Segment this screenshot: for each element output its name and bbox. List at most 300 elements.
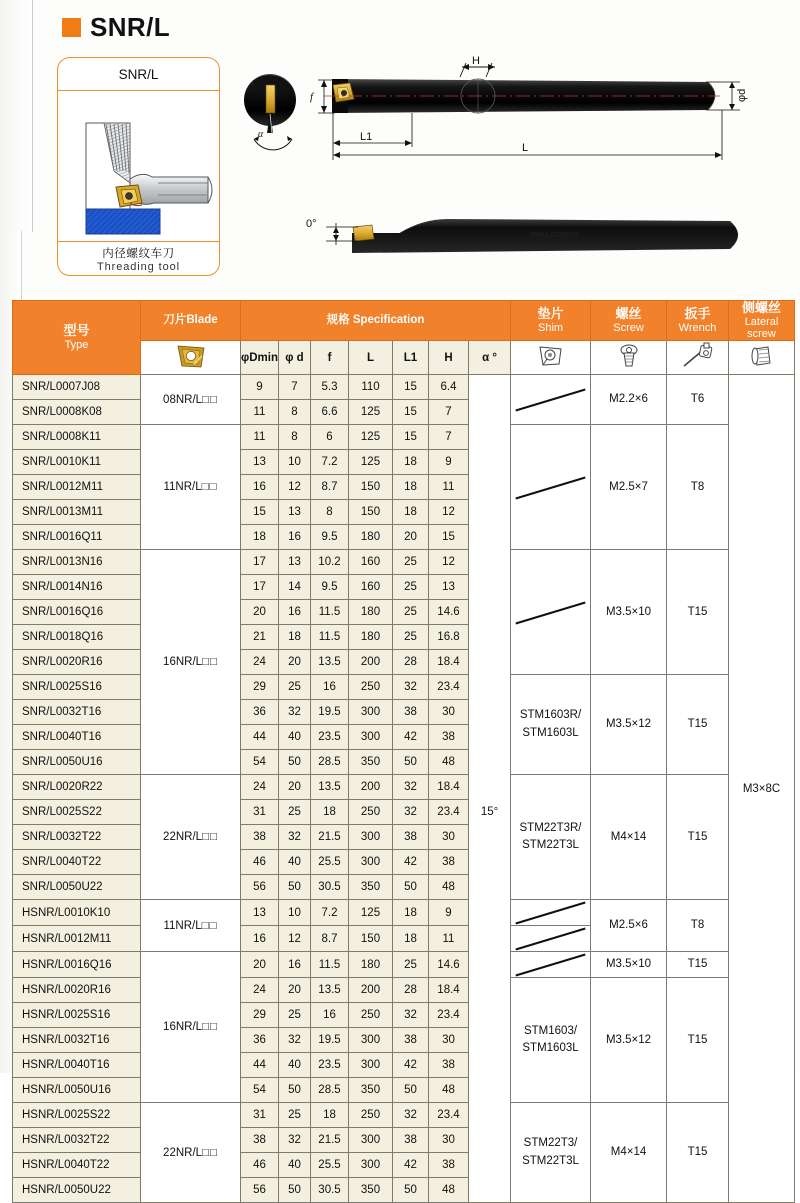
cell-dmin: 15 xyxy=(241,500,279,525)
header-col-0: φDmin xyxy=(241,341,279,375)
header-lateral-screw: 侧螺丝 Lateral screw xyxy=(729,301,795,341)
cell-f: 21.5 xyxy=(311,1128,349,1153)
cell-dmin: 29 xyxy=(241,675,279,700)
cell-d: 18 xyxy=(279,625,311,650)
cell-screw: M3.5×12 xyxy=(591,978,667,1103)
cell-L1: 42 xyxy=(393,1153,429,1178)
cell-d: 12 xyxy=(279,926,311,952)
screw-icon xyxy=(591,341,667,375)
cell-H: 48 xyxy=(429,875,469,900)
cell-f: 5.3 xyxy=(311,375,349,400)
cell-d: 8 xyxy=(279,425,311,450)
shim-icon xyxy=(511,341,591,375)
cell-H: 48 xyxy=(429,750,469,775)
cell-wrench: T8 xyxy=(667,425,729,550)
cell-type: SNR/L0020R16 xyxy=(13,650,141,675)
cell-type: SNR/L0016Q16 xyxy=(13,600,141,625)
cell-d: 50 xyxy=(279,875,311,900)
cell-d: 40 xyxy=(279,1153,311,1178)
cell-d: 40 xyxy=(279,1053,311,1078)
table-row xyxy=(13,425,795,450)
cell-type: SNR/L0008K11 xyxy=(13,425,141,450)
cell-dmin: 29 xyxy=(241,1003,279,1028)
cell-dmin: 38 xyxy=(241,1128,279,1153)
cell-dmin: 20 xyxy=(241,952,279,978)
cell-shim xyxy=(511,425,591,550)
header-col-2: f xyxy=(311,341,349,375)
cell-wrench: T15 xyxy=(667,675,729,775)
cell-H: 11 xyxy=(429,926,469,952)
cell-L1: 25 xyxy=(393,600,429,625)
header-col-1: φ d xyxy=(279,341,311,375)
cell-H: 30 xyxy=(429,1028,469,1053)
cell-L: 180 xyxy=(349,625,393,650)
cell-type: HSNR/L0050U16 xyxy=(13,1078,141,1103)
header-type: 型号 Type xyxy=(13,301,141,375)
cell-L1: 50 xyxy=(393,1078,429,1103)
cell-dmin: 21 xyxy=(241,625,279,650)
cell-f: 13.5 xyxy=(311,978,349,1003)
cell-H: 6.4 xyxy=(429,375,469,400)
cell-L1: 38 xyxy=(393,700,429,725)
label-f: f xyxy=(310,91,314,103)
not-applicable-slash xyxy=(511,600,590,625)
not-applicable-slash xyxy=(511,926,590,951)
cell-d: 14 xyxy=(279,575,311,600)
cell-H: 7 xyxy=(429,425,469,450)
cell-L: 250 xyxy=(349,675,393,700)
cell-L: 160 xyxy=(349,550,393,575)
page-title xyxy=(62,14,170,40)
cell-H: 23.4 xyxy=(429,800,469,825)
cell-f: 11.5 xyxy=(311,600,349,625)
cell-dmin: 54 xyxy=(241,750,279,775)
cell-f: 9.5 xyxy=(311,525,349,550)
cell-f: 13.5 xyxy=(311,775,349,800)
table-row xyxy=(13,550,795,575)
cell-dmin: 24 xyxy=(241,650,279,675)
cell-d: 32 xyxy=(279,700,311,725)
cell-H: 7 xyxy=(429,400,469,425)
cell-blade: 22NR/L□□ xyxy=(141,775,241,900)
table-header-group-row xyxy=(13,301,795,341)
cell-H: 23.4 xyxy=(429,1103,469,1128)
cell-H: 18.4 xyxy=(429,650,469,675)
cell-dmin: 46 xyxy=(241,850,279,875)
cell-f: 30.5 xyxy=(311,875,349,900)
cell-dmin: 31 xyxy=(241,800,279,825)
cell-d: 32 xyxy=(279,825,311,850)
cell-f: 8.7 xyxy=(311,926,349,952)
cell-L1: 25 xyxy=(393,550,429,575)
cell-d: 10 xyxy=(279,450,311,475)
cell-L: 180 xyxy=(349,952,393,978)
cell-L: 250 xyxy=(349,1003,393,1028)
cell-f: 8.7 xyxy=(311,475,349,500)
cell-L: 125 xyxy=(349,400,393,425)
cell-type: SNR/L0012M11 xyxy=(13,475,141,500)
header-specification: 规格 Specification xyxy=(241,301,511,341)
table-row xyxy=(13,675,795,700)
not-applicable-slash xyxy=(511,952,590,977)
cell-L: 250 xyxy=(349,800,393,825)
cell-wrench: T8 xyxy=(667,900,729,952)
cell-f: 23.5 xyxy=(311,1053,349,1078)
cell-f: 7.2 xyxy=(311,900,349,926)
cell-H: 23.4 xyxy=(429,675,469,700)
cell-L1: 15 xyxy=(393,375,429,400)
cell-H: 38 xyxy=(429,725,469,750)
cell-blade: 22NR/L□□ xyxy=(141,1103,241,1203)
cell-L: 350 xyxy=(349,875,393,900)
cell-H: 30 xyxy=(429,700,469,725)
header-blade: 刀片Blade xyxy=(141,301,241,341)
cell-L: 125 xyxy=(349,900,393,926)
svg-text:°: ° xyxy=(271,125,274,131)
cell-L1: 32 xyxy=(393,800,429,825)
cell-d: 50 xyxy=(279,750,311,775)
cell-H: 16.8 xyxy=(429,625,469,650)
caption-cn: 内径螺纹车刀 xyxy=(102,247,175,260)
cell-d: 25 xyxy=(279,800,311,825)
cell-d: 10 xyxy=(279,900,311,926)
cell-type: HSNR/L0025S22 xyxy=(13,1103,141,1128)
cell-shim: STM22T3/ STM22T3L xyxy=(511,1103,591,1203)
cell-L1: 32 xyxy=(393,775,429,800)
cell-L: 200 xyxy=(349,650,393,675)
cell-type: HSNR/L0040T22 xyxy=(13,1153,141,1178)
cell-dmin: 16 xyxy=(241,475,279,500)
cell-L: 350 xyxy=(349,1078,393,1103)
cell-dmin: 38 xyxy=(241,825,279,850)
table-row xyxy=(13,978,795,1003)
header-col-5: H xyxy=(429,341,469,375)
cell-L1: 18 xyxy=(393,900,429,926)
cell-L1: 18 xyxy=(393,500,429,525)
label-zero-deg: 0° xyxy=(306,218,317,230)
cell-L: 150 xyxy=(349,926,393,952)
title-square-icon xyxy=(62,18,81,37)
dim-L1 xyxy=(333,113,412,151)
cell-L1: 28 xyxy=(393,978,429,1003)
cell-d: 25 xyxy=(279,1103,311,1128)
table-row xyxy=(13,1103,795,1128)
product-card-illustration xyxy=(58,91,219,241)
cell-L1: 42 xyxy=(393,850,429,875)
cell-dmin: 54 xyxy=(241,1078,279,1103)
cell-lateral-screw: M3×8C xyxy=(729,375,795,1203)
cell-d: 12 xyxy=(279,475,311,500)
cell-L: 350 xyxy=(349,750,393,775)
cell-d: 20 xyxy=(279,650,311,675)
cell-L1: 32 xyxy=(393,675,429,700)
cell-type: SNR/L0010K11 xyxy=(13,450,141,475)
cell-L: 125 xyxy=(349,425,393,450)
table-body xyxy=(13,375,795,1203)
label-L1: L1 xyxy=(360,131,373,143)
cell-d: 16 xyxy=(279,525,311,550)
cell-dmin: 56 xyxy=(241,1178,279,1203)
cell-L: 300 xyxy=(349,1053,393,1078)
cell-L1: 18 xyxy=(393,450,429,475)
cell-f: 7.2 xyxy=(311,450,349,475)
cell-L: 160 xyxy=(349,575,393,600)
cell-dmin: 9 xyxy=(241,375,279,400)
cell-dmin: 17 xyxy=(241,550,279,575)
cell-L1: 20 xyxy=(393,525,429,550)
cell-f: 28.5 xyxy=(311,750,349,775)
cell-L1: 32 xyxy=(393,1103,429,1128)
cell-L: 300 xyxy=(349,725,393,750)
cell-H: 9 xyxy=(429,900,469,926)
cell-dmin: 13 xyxy=(241,450,279,475)
cell-d: 20 xyxy=(279,775,311,800)
cell-L1: 25 xyxy=(393,625,429,650)
cell-type: HSNR/L0010K10 xyxy=(13,900,141,926)
cell-L: 150 xyxy=(349,500,393,525)
cell-L: 125 xyxy=(349,450,393,475)
cell-L1: 28 xyxy=(393,650,429,675)
cell-f: 13.5 xyxy=(311,650,349,675)
svg-text:SNR/L0020R16: SNR/L0020R16 xyxy=(530,232,580,239)
svg-text:α: α xyxy=(258,129,264,140)
cell-H: 14.6 xyxy=(429,600,469,625)
cell-shim xyxy=(511,952,591,978)
cell-L1: 50 xyxy=(393,750,429,775)
cell-blade: 16NR/L□□ xyxy=(141,952,241,1103)
cell-H: 12 xyxy=(429,550,469,575)
page-edge-shadow-top xyxy=(0,0,33,232)
cell-f: 25.5 xyxy=(311,850,349,875)
cell-dmin: 24 xyxy=(241,775,279,800)
cell-H: 12 xyxy=(429,500,469,525)
cell-L: 180 xyxy=(349,600,393,625)
table-row xyxy=(13,952,795,978)
cell-f: 21.5 xyxy=(311,825,349,850)
cell-H: 30 xyxy=(429,825,469,850)
cell-L: 300 xyxy=(349,1153,393,1178)
cell-dmin: 18 xyxy=(241,525,279,550)
cell-d: 7 xyxy=(279,375,311,400)
cell-f: 9.5 xyxy=(311,575,349,600)
cell-blade: 08NR/L□□ xyxy=(141,375,241,425)
cell-f: 8 xyxy=(311,500,349,525)
cell-f: 16 xyxy=(311,675,349,700)
cell-H: 13 xyxy=(429,575,469,600)
wrench-icon xyxy=(667,341,729,375)
caption-en: Threading tool xyxy=(97,260,180,273)
cell-wrench: T15 xyxy=(667,775,729,900)
cell-H: 9 xyxy=(429,450,469,475)
cell-wrench: T15 xyxy=(667,978,729,1103)
cell-L: 200 xyxy=(349,775,393,800)
cell-dmin: 20 xyxy=(241,600,279,625)
cell-dmin: 56 xyxy=(241,875,279,900)
cell-L: 110 xyxy=(349,375,393,400)
cell-f: 30.5 xyxy=(311,1178,349,1203)
header-col-4: L1 xyxy=(393,341,429,375)
cell-d: 32 xyxy=(279,1128,311,1153)
cell-type: SNR/L0032T16 xyxy=(13,700,141,725)
cell-screw: M3.5×10 xyxy=(591,952,667,978)
cell-L1: 42 xyxy=(393,1053,429,1078)
cell-d: 25 xyxy=(279,675,311,700)
cell-L1: 25 xyxy=(393,575,429,600)
cell-L: 150 xyxy=(349,475,393,500)
cell-L1: 18 xyxy=(393,475,429,500)
cell-screw: M2.2×6 xyxy=(591,375,667,425)
cell-f: 16 xyxy=(311,1003,349,1028)
label-L: L xyxy=(522,142,529,154)
cell-f: 10.2 xyxy=(311,550,349,575)
cell-wrench: T15 xyxy=(667,550,729,675)
not-applicable-slash xyxy=(511,900,590,925)
cell-d: 25 xyxy=(279,1003,311,1028)
cell-dmin: 24 xyxy=(241,978,279,1003)
cell-type: HSNR/L0020R16 xyxy=(13,978,141,1003)
cell-type: SNR/L0013M11 xyxy=(13,500,141,525)
cell-dmin: 44 xyxy=(241,725,279,750)
header-wrench: 扳手 Wrench xyxy=(667,301,729,341)
cell-d: 40 xyxy=(279,850,311,875)
cell-type: SNR/L0018Q16 xyxy=(13,625,141,650)
cell-L1: 38 xyxy=(393,825,429,850)
not-applicable-slash xyxy=(511,387,590,412)
cell-blade: 16NR/L□□ xyxy=(141,550,241,775)
cell-L: 300 xyxy=(349,850,393,875)
header-shim: 垫片 Shim xyxy=(511,301,591,341)
cell-type: SNR/L0008K08 xyxy=(13,400,141,425)
cell-H: 15 xyxy=(429,525,469,550)
cell-L: 300 xyxy=(349,700,393,725)
cell-dmin: 31 xyxy=(241,1103,279,1128)
cell-d: 8 xyxy=(279,400,311,425)
product-illustration-card xyxy=(57,57,220,276)
blade-icon xyxy=(141,341,241,375)
cell-shim: STM22T3R/ STM22T3L xyxy=(511,775,591,900)
cell-L: 300 xyxy=(349,825,393,850)
cell-type: SNR/L0040T22 xyxy=(13,850,141,875)
cell-H: 18.4 xyxy=(429,775,469,800)
cell-wrench: T15 xyxy=(667,1103,729,1203)
cell-L1: 15 xyxy=(393,425,429,450)
cell-type: HSNR/L0012M11 xyxy=(13,926,141,952)
cell-type: SNR/L0050U22 xyxy=(13,875,141,900)
cell-L: 350 xyxy=(349,1178,393,1203)
cell-shim xyxy=(511,900,591,926)
cell-screw: M3.5×12 xyxy=(591,675,667,775)
cell-dmin: 11 xyxy=(241,425,279,450)
product-card-title: SNR/L xyxy=(58,58,219,91)
cell-L: 250 xyxy=(349,1103,393,1128)
cell-dmin: 13 xyxy=(241,900,279,926)
cell-angle: 15° xyxy=(469,375,511,1203)
cell-f: 11.5 xyxy=(311,952,349,978)
cell-f: 18 xyxy=(311,1103,349,1128)
cell-L1: 25 xyxy=(393,952,429,978)
cell-wrench: T6 xyxy=(667,375,729,425)
label-phi-d: φd xyxy=(736,88,748,102)
not-applicable-slash xyxy=(511,475,590,500)
cell-f: 19.5 xyxy=(311,700,349,725)
cell-L: 180 xyxy=(349,525,393,550)
technical-drawing xyxy=(240,55,796,285)
cell-shim xyxy=(511,375,591,425)
cell-f: 23.5 xyxy=(311,725,349,750)
cell-type: SNR/L0014N16 xyxy=(13,575,141,600)
cell-L1: 38 xyxy=(393,1128,429,1153)
specification-table xyxy=(12,300,795,1203)
cell-type: SNR/L0050U16 xyxy=(13,750,141,775)
table-row xyxy=(13,775,795,800)
cell-dmin: 46 xyxy=(241,1153,279,1178)
cell-H: 11 xyxy=(429,475,469,500)
cell-f: 28.5 xyxy=(311,1078,349,1103)
cell-d: 32 xyxy=(279,1028,311,1053)
cell-f: 19.5 xyxy=(311,1028,349,1053)
side-view-lower xyxy=(352,219,738,253)
cell-H: 18.4 xyxy=(429,978,469,1003)
cell-L: 300 xyxy=(349,1028,393,1053)
cell-type: SNR/L0025S22 xyxy=(13,800,141,825)
cell-f: 6.6 xyxy=(311,400,349,425)
cell-f: 11.5 xyxy=(311,625,349,650)
cell-shim: STM1603R/ STM1603L xyxy=(511,675,591,775)
cell-type: HSNR/L0032T22 xyxy=(13,1128,141,1153)
cell-f: 18 xyxy=(311,800,349,825)
cell-H: 38 xyxy=(429,1053,469,1078)
cell-dmin: 17 xyxy=(241,575,279,600)
cell-L1: 50 xyxy=(393,875,429,900)
cell-type: SNR/L0040T16 xyxy=(13,725,141,750)
cell-L1: 15 xyxy=(393,400,429,425)
cell-H: 48 xyxy=(429,1078,469,1103)
cell-H: 48 xyxy=(429,1178,469,1203)
cell-screw: M2.5×6 xyxy=(591,900,667,952)
cell-L1: 18 xyxy=(393,926,429,952)
cell-d: 50 xyxy=(279,1178,311,1203)
cell-type: SNR/L0032T22 xyxy=(13,825,141,850)
cell-type: SNR/L0020R22 xyxy=(13,775,141,800)
cell-d: 16 xyxy=(279,600,311,625)
cell-H: 23.4 xyxy=(429,1003,469,1028)
cell-type: SNR/L0007J08 xyxy=(13,375,141,400)
cell-dmin: 36 xyxy=(241,700,279,725)
cell-d: 13 xyxy=(279,550,311,575)
cell-blade: 11NR/L□□ xyxy=(141,425,241,550)
cell-screw: M4×14 xyxy=(591,775,667,900)
side-view-main xyxy=(324,79,720,113)
cell-shim: STM1603/ STM1603L xyxy=(511,978,591,1103)
page-title-text: SNR/L xyxy=(90,12,170,42)
header-screw: 螺丝 Screw xyxy=(591,301,667,341)
cell-type: HSNR/L0040T16 xyxy=(13,1053,141,1078)
cell-type: SNR/L0016Q11 xyxy=(13,525,141,550)
cell-d: 40 xyxy=(279,725,311,750)
table-row xyxy=(13,375,795,400)
product-card-caption xyxy=(58,241,219,275)
cell-H: 14.6 xyxy=(429,952,469,978)
cell-f: 6 xyxy=(311,425,349,450)
cell-screw: M4×14 xyxy=(591,1103,667,1203)
cell-L1: 38 xyxy=(393,1028,429,1053)
table-row xyxy=(13,900,795,926)
cell-type: SNR/L0013N16 xyxy=(13,550,141,575)
cell-d: 20 xyxy=(279,978,311,1003)
label-H: H xyxy=(472,55,480,67)
cell-screw: M3.5×10 xyxy=(591,550,667,675)
cell-H: 38 xyxy=(429,850,469,875)
